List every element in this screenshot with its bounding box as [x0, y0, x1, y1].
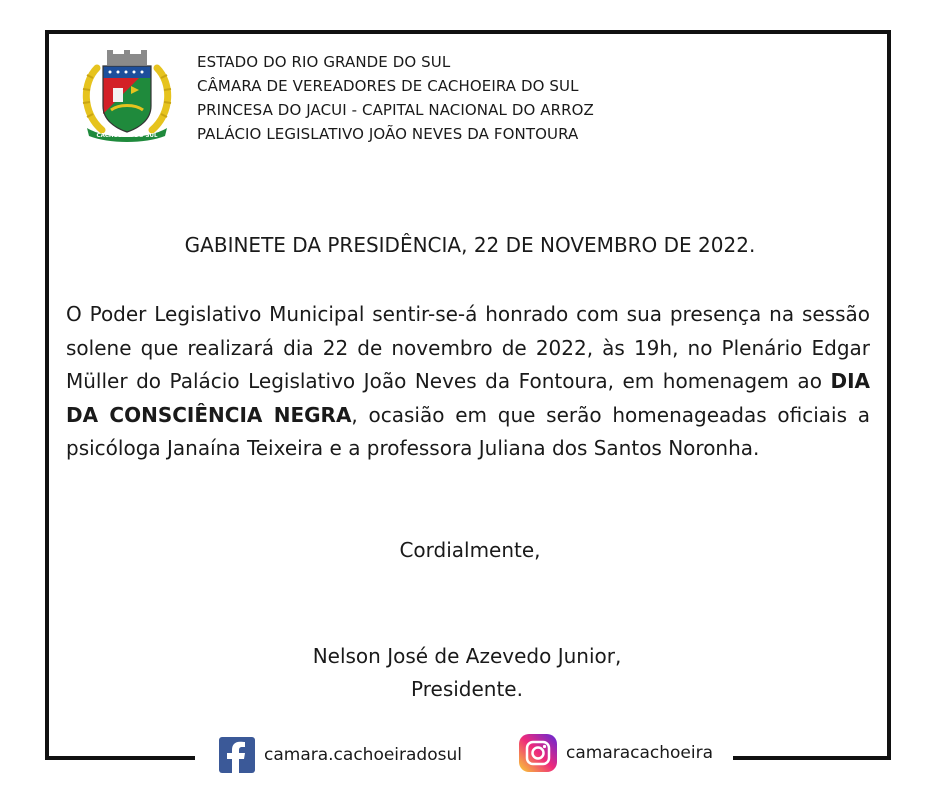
- header-line-state: ESTADO DO RIO GRANDE DO SUL: [197, 53, 451, 71]
- header-line-chamber: CÂMARA DE VEREADORES DE CACHOEIRA DO SUL: [197, 77, 579, 95]
- frame-border-bottom-left: [45, 756, 195, 760]
- body-text-start: O Poder Legislativo Municipal sentir-se-á honrado com sua presença na sessão solene que realizará dia 22 de novembro de 2022, às 19h, no Plenário Edgar Müller do Palácio Legislativo João Neves da Fontoura, em homenagem ao: [66, 302, 870, 393]
- instagram-icon: [519, 734, 557, 772]
- facebook-label: camara.cachoeiradosul: [264, 745, 462, 765]
- signature-block: [0, 640, 934, 706]
- body-text-end: , ocasião em que serão homenageadas oficiais a psicóloga Janaína Teixeira e a professora Juliana dos Santos Noronha.: [66, 402, 870, 460]
- signer-title: Presidente.: [411, 677, 523, 701]
- coat-of-arms-logo: [77, 48, 177, 143]
- event-name-bold: DIA DA CONSCIÊNCIA NEGRA: [66, 369, 870, 427]
- invitation-body: [66, 298, 870, 466]
- header-line-palace: PALÁCIO LEGISLATIVO JOÃO NEVES DA FONTOURA: [197, 125, 579, 143]
- closing-salutation: Cordialmente,: [399, 538, 541, 562]
- institution-header: [197, 50, 594, 146]
- facebook-handle[interactable]: [219, 737, 462, 773]
- signer-name: Nelson José de Azevedo Junior,: [312, 644, 622, 668]
- svg-text:CACHOEIRA DO SUL: CACHOEIRA DO SUL: [96, 133, 158, 139]
- header-line-motto: PRINCESA DO JACUI - CAPITAL NACIONAL DO ARROZ: [197, 101, 594, 119]
- instagram-handle[interactable]: [519, 734, 713, 772]
- frame-border-bottom-right: [733, 756, 891, 760]
- document-heading: GABINETE DA PRESIDÊNCIA, 22 DE NOVEMBRO DE 2022.: [184, 233, 756, 257]
- frame-border-top: [45, 30, 891, 34]
- instagram-label: camaracachoeira: [566, 743, 714, 763]
- facebook-icon: [219, 737, 255, 773]
